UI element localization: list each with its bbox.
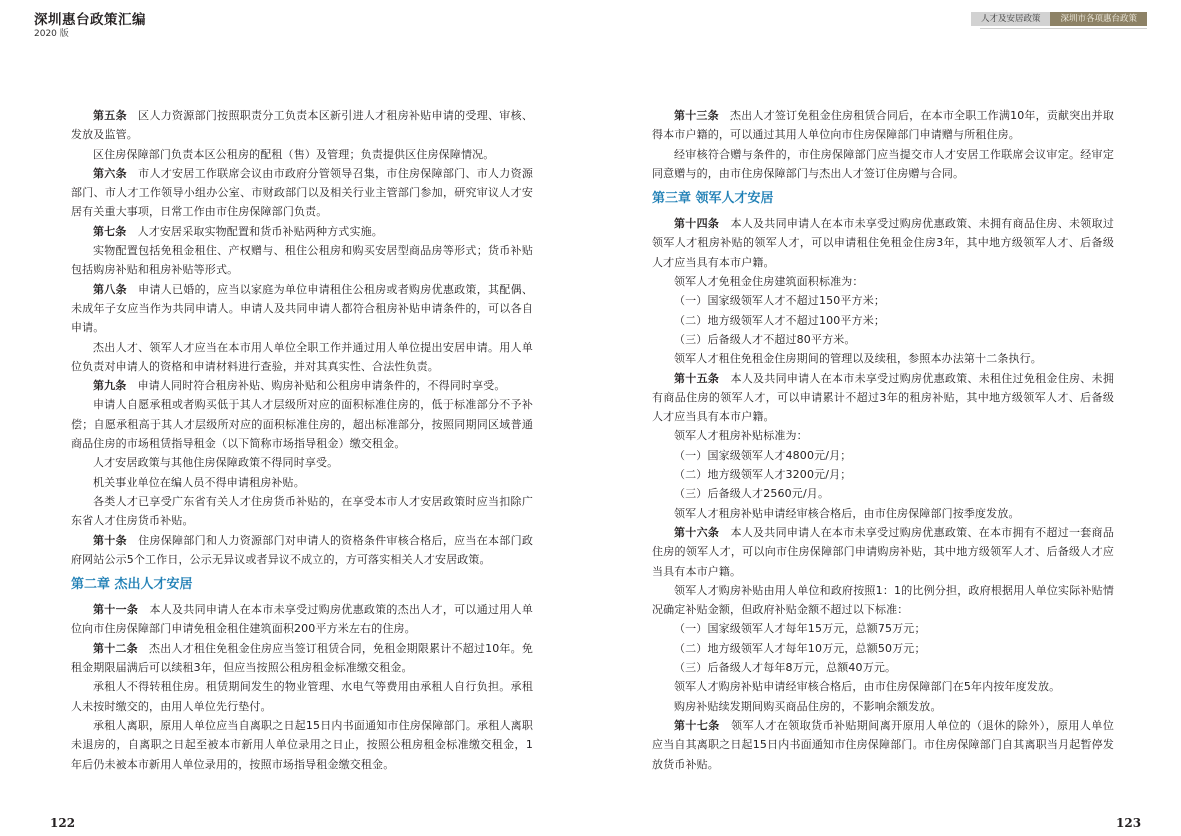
- paragraph-text: （二）地方级领军人才3200元/月；: [674, 468, 852, 482]
- article-paragraph: [652, 484, 1114, 503]
- article-label: 第十六条: [674, 525, 720, 539]
- paragraph-text: 本人及共同申请人在本市未享受过购房优惠政策、在本市拥有不超过一套商品住房的领军人才，可以向市住房保障部门申请购房补贴，其中地方级领军人才、后备级人才应当具有本市户籍。: [652, 525, 1114, 578]
- article-paragraph: [652, 697, 1114, 716]
- paragraph-text: 人才安居采取实物配置和货币补贴两种方式实施。: [137, 224, 383, 238]
- running-header-left: [34, 12, 146, 40]
- article-paragraph: [71, 453, 533, 472]
- article-label: 第十五条: [674, 371, 720, 385]
- article-label: 第十四条: [674, 217, 720, 231]
- article-paragraph: [71, 677, 533, 716]
- article-paragraph: [71, 639, 533, 678]
- paragraph-text: 本人及共同申请人在本市未享受过购房优惠政策的杰出人才，可以通过用人单位向市住房保障部门申请免租金租住建筑面积200平方米左右的住房。: [71, 603, 533, 636]
- article-label: 第十一条: [93, 603, 139, 617]
- article-label: 第十二条: [93, 641, 138, 655]
- paragraph-text: 杰出人才签订免租金住房租赁合同后，在本市全职工作满10年，贡献突出并取得本市户籍的，可以通过其用人单位向市住房保障部门申请赠与所租住房。: [652, 109, 1114, 142]
- book-edition: 2020 版: [34, 29, 69, 39]
- paragraph-text: 本人及共同申请人在本市未享受过购房优惠政策、未租住过免租金住房、未拥有商品住房的领军人才，可以申请累计不超过3年的租房补贴，其中地方级领军人才、后备级人才应当具有本市户籍。: [652, 371, 1114, 424]
- paragraph-text: 申请人同时符合租房补贴、购房补贴和公租房申请条件的，不得同时享受。: [137, 379, 506, 393]
- article-paragraph: [71, 280, 533, 338]
- article-paragraph: [652, 349, 1114, 368]
- article-paragraph: [652, 369, 1114, 427]
- section-tab: 人才及安居政策: [971, 12, 1051, 26]
- article-paragraph: [652, 504, 1114, 523]
- article-paragraph: [71, 531, 533, 570]
- article-label: 第十三条: [674, 109, 719, 122]
- article-paragraph: [652, 106, 1114, 145]
- page-number-right: 123: [1116, 816, 1142, 830]
- article-paragraph: [71, 376, 533, 395]
- paragraph-text: （二）地方级领军人才每年10万元，总额50万元；: [674, 641, 926, 655]
- article-label: 第六条: [93, 166, 127, 180]
- article-paragraph: [652, 677, 1114, 696]
- paragraph-text: 市人才安居工作联席会议由市政府分管领导召集，市住房保障部门、市人力资源部门、市人才工作领导小组办公室、市财政部门以及相关行业主管部门参加，研究审议人才安居有关重大事项，日常工作由市住房保障部门负责。: [71, 166, 534, 219]
- paragraph-text: （三）后备级人才2560元/月。: [674, 487, 830, 501]
- book-title: 深圳惠台政策汇编: [34, 12, 146, 28]
- paragraph-text: 领军人才购房补贴由用人单位和政府按照1：1的比例分担，政府根据用人单位实际补贴情况确定补贴金额，但政府补贴金额不超过以下标准：: [652, 583, 1114, 617]
- article-label: 第九条: [93, 379, 127, 393]
- paragraph-text: （一）国家级领军人才不超过150平方米；: [674, 294, 885, 308]
- paragraph-text: 住房保障部门和人力资源部门对申请人的资格条件审核合格后，应当在本部门政府网站公示5个工作日，公示无异议或者异议不成立的，方可落实相关人才安居政策。: [71, 533, 534, 566]
- paragraph-text: （二）地方级领军人才不超过100平方米；: [674, 313, 885, 327]
- paragraph-text: 人才安居政策与其他住房保障政策不得同时享受。: [93, 456, 339, 470]
- article-paragraph: [71, 222, 533, 241]
- article-label: 第五条: [93, 109, 127, 122]
- paragraph-text: 领军人才租房补贴标准为：: [674, 429, 808, 443]
- article-paragraph: [652, 426, 1114, 445]
- article-paragraph: [652, 619, 1114, 638]
- article-paragraph: [652, 272, 1114, 291]
- paragraph-text: 领军人才在领取货币补贴期间离开原用人单位的（退休的除外），原用人单位应当自其离职之日起15日内书面通知市住房保障部门。市住房保障部门自其离职当月起暂停发放货币补贴。: [652, 718, 1114, 771]
- article-paragraph: [71, 164, 533, 222]
- article-paragraph: [652, 446, 1114, 465]
- paragraph-text: （三）后备级人才每年8万元，总额40万元。: [674, 661, 897, 675]
- article-paragraph: [652, 214, 1114, 272]
- paragraph-text: （一）国家级领军人才每年15万元，总额75万元；: [674, 622, 926, 636]
- article-paragraph: [71, 716, 533, 774]
- paragraph-text: 承租人离职，原用人单位应当自离职之日起15日内书面通知市住房保障部门。承租人离职未退房的，自离职之日起至被本市新用人单位录用之日止，按照公租房租金标准缴交租金，1年后仍未被本市新用人单位录用的，按照市场指导租金缴交租金。: [71, 718, 533, 771]
- article-paragraph: [71, 395, 533, 453]
- paragraph-text: 领军人才购房补贴申请经审核合格后，由市住房保障部门在5年内按年度发放。: [674, 680, 1061, 694]
- article-paragraph: [652, 639, 1114, 658]
- paragraph-text: 经审核符合赠与条件的，市住房保障部门应当提交市人才安居工作联席会议审定。经审定同意赠与的，由市住房保障部门与杰出人才签订住房赠与合同。: [652, 147, 1114, 180]
- paragraph-text: 区住房保障部门负责本区公租房的配租（售）及管理；负责提供区住房保障情况。: [93, 147, 495, 161]
- article-paragraph: [71, 241, 533, 280]
- right-page-body: [652, 106, 1114, 774]
- article-paragraph: [652, 311, 1114, 330]
- article-paragraph: [652, 291, 1114, 310]
- page-number-left: 122: [50, 816, 76, 830]
- paragraph-text: （三）后备级人才不超过80平方米。: [674, 332, 856, 346]
- article-paragraph: [652, 330, 1114, 349]
- paragraph-text: 领军人才租住免租金住房期间的管理以及续租，参照本办法第十二条执行。: [674, 352, 1042, 366]
- paragraph-text: 机关事业单位在编人员不得申请租房补贴。: [93, 475, 305, 489]
- article-paragraph: [71, 338, 533, 377]
- article-label: 第八条: [93, 282, 127, 296]
- article-paragraph: [652, 465, 1114, 484]
- paragraph-text: 实物配置包括免租金租住、产权赠与、租住公租房和购买安居型商品房等形式；货币补贴包括购房补贴和租房补贴等形式。: [71, 244, 533, 277]
- paragraph-text: 各类人才已享受广东省有关人才住房货币补贴的，在享受本市人才安居政策时应当扣除广东省人才住房货币补贴。: [71, 494, 533, 528]
- paragraph-text: 领军人才租房补贴申请经审核合格后，由市住房保障部门按季度发放。: [674, 506, 1020, 520]
- left-page-body: [71, 106, 533, 774]
- article-paragraph: [652, 523, 1114, 581]
- paragraph-text: 申请人自愿承租或者购买低于其人才层级所对应的面积标准住房的，低于标准部分不予补偿；自愿承租高于其人才层级所对应的面积标准住房的，超出标准部分，按照同期同区域普通商品住房的市场租赁指导租金（以下简称市场指导租金）缴交租金。: [71, 398, 533, 451]
- article-paragraph: [652, 658, 1114, 677]
- article-label: 第十条: [93, 533, 127, 547]
- article-paragraph: [652, 581, 1114, 620]
- article-paragraph: [652, 716, 1114, 774]
- paragraph-text: 购房补贴续发期间购买商品住房的，不影响余额发放。: [674, 699, 942, 713]
- article-label: 第十七条: [674, 718, 720, 732]
- paragraph-text: 申请人已婚的，应当以家庭为单位申请租住公租房或者购房优惠政策，其配偶、未成年子女应当作为共同申请人。申请人及共同申请人都符合租房补贴申请条件的，可以各自申请。: [71, 282, 534, 335]
- article-paragraph: [71, 106, 533, 145]
- header-rule: [980, 28, 1147, 29]
- paragraph-text: 杰出人才、领军人才应当在本市用人单位全职工作并通过用人单位提出安居申请。用人单位负责对申请人的资格和申请材料进行查验，并对其真实性、合法性负责。: [71, 340, 533, 373]
- chapter-heading: 第三章 领军人才安居: [652, 191, 774, 207]
- paragraph-text: 区人力资源部门按照职责分工负责本区新引进人才租房补贴申请的受理、审核、发放及监管。: [71, 109, 534, 142]
- paragraph-text: 杰出人才租住免租金住房应当签订租赁合同，免租金期限累计不超过10年。免租金期限届满后可以续租3年，但应当按照公租房租金标准缴交租金。: [71, 641, 533, 675]
- article-label: 第七条: [93, 224, 127, 238]
- article-paragraph: [652, 145, 1114, 184]
- paragraph-text: 承租人不得转租住房。租赁期间发生的物业管理、水电气等费用由承租人自行负担。承租人未按时缴交的，由用人单位先行垫付。: [71, 680, 533, 713]
- article-paragraph: [71, 492, 533, 531]
- article-paragraph: [71, 600, 533, 639]
- paragraph-text: 领军人才免租金住房建筑面积标准为：: [674, 275, 864, 289]
- paragraph-text: 本人及共同申请人在本市未享受过购房优惠政策、未拥有商品住房、未领取过领军人才租房补贴的领军人才，可以申请租住免租金住房3年，其中地方级领军人才、后备级人才应当具有本市户籍。: [652, 217, 1114, 269]
- paragraph-text: （一）国家级领军人才4800元/月；: [674, 448, 852, 462]
- article-paragraph: [71, 145, 533, 164]
- running-header-right: [971, 12, 1147, 26]
- article-paragraph: [71, 473, 533, 492]
- category-tab: 深圳市各项惠台政策: [1050, 12, 1147, 26]
- chapter-heading: 第二章 杰出人才安居: [71, 577, 193, 593]
